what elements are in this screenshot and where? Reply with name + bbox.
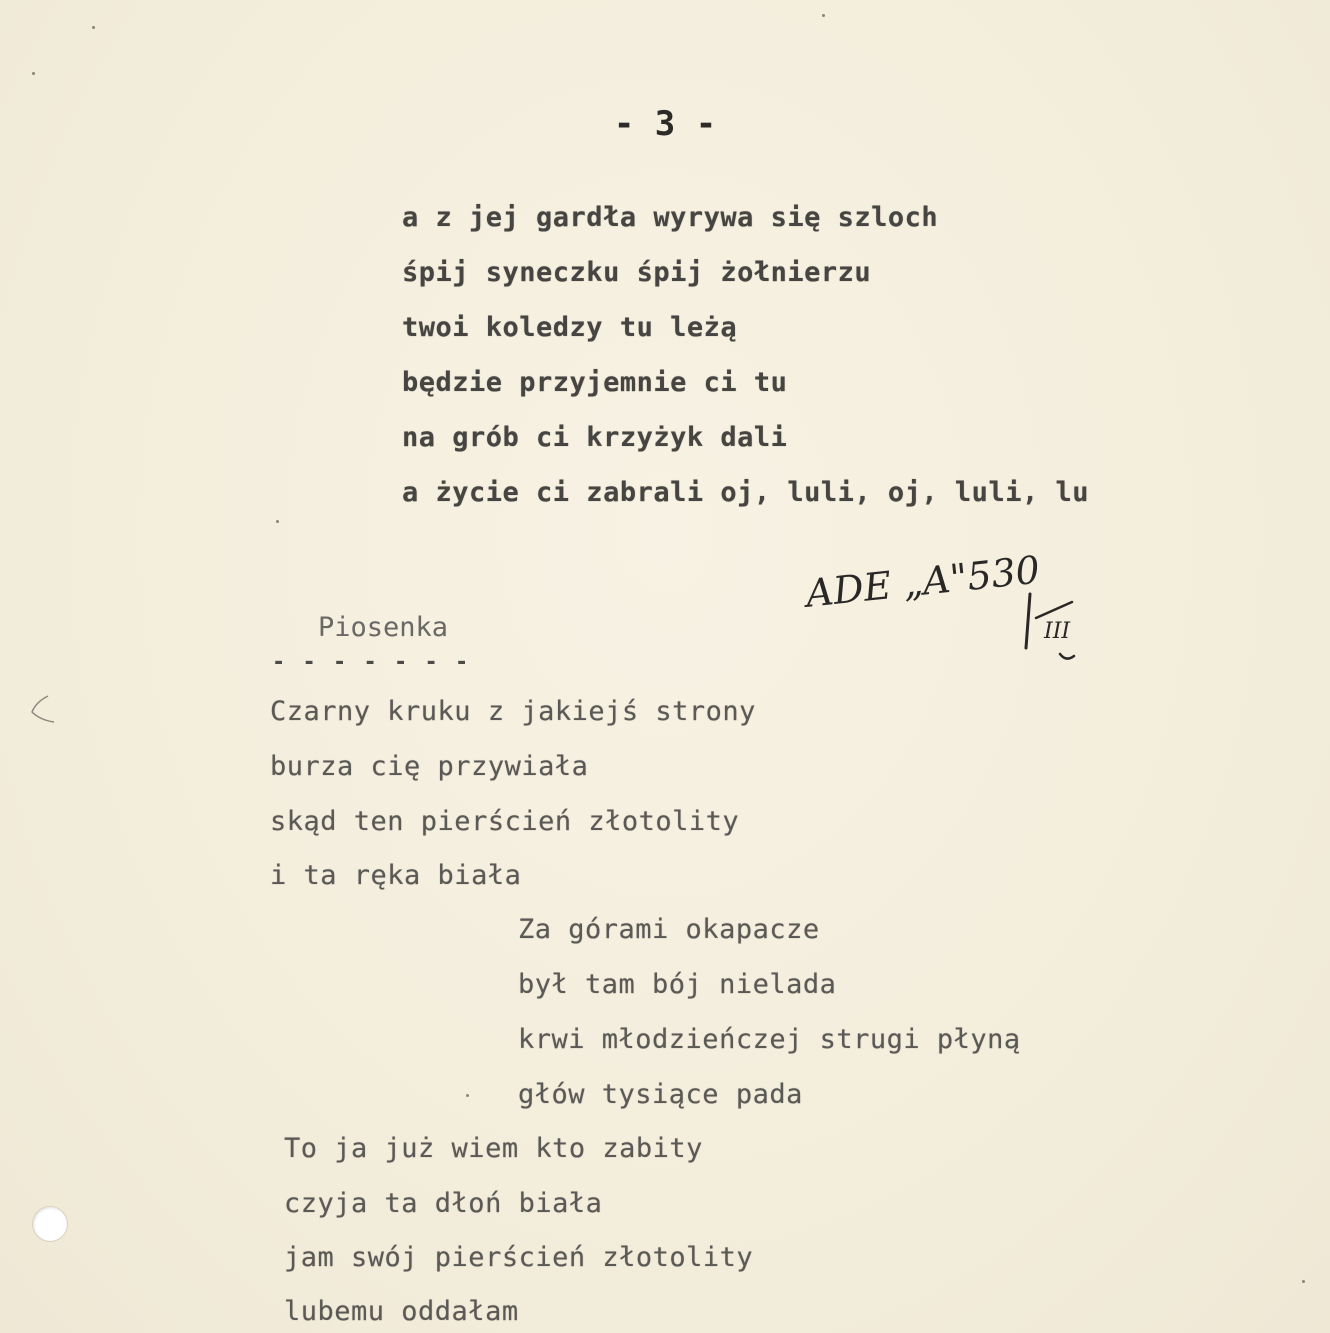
verse-line: krwi młodzieńczej strugi płyną: [518, 1024, 1021, 1055]
verse-line: śpij syneczku śpij żołnierzu: [402, 257, 872, 288]
margin-tick-icon: [18, 692, 58, 728]
verse-line: skąd ten pierścień złotolity: [270, 806, 740, 837]
verse-line: jam swój pierścień złotolity: [284, 1242, 754, 1273]
archive-mark-text: III: [1044, 619, 1071, 644]
verse-line: a życie ci zabrali oj, luli, oj, luli, lu: [402, 477, 1089, 508]
verse-line: burza cię przywiała: [270, 751, 589, 782]
verse-line: Czarny kruku z jakiejś strony: [270, 696, 756, 727]
paper-speck: [822, 14, 825, 17]
verse-line: czyja ta dłoń biała: [284, 1188, 603, 1219]
verse-line: lubemu oddałam: [284, 1296, 519, 1327]
verse-line: był tam bój nielada: [518, 969, 837, 1000]
paper-speck: [466, 1094, 469, 1097]
page-number: - 3 -: [613, 104, 717, 144]
title-underline: - - - - - - -: [272, 650, 471, 675]
verse-line: a z jej gardła wyrywa się szloch: [402, 202, 939, 233]
paper-speck: [32, 72, 35, 75]
verse-line: twoi koledzy tu leżą: [402, 312, 738, 343]
verse-line: Za górami okapacze: [518, 914, 820, 945]
song-title: Piosenka: [318, 612, 449, 643]
paper-speck: [92, 26, 95, 29]
verse-line: głów tysiące pada: [518, 1079, 803, 1110]
paper-speck: [276, 520, 279, 523]
punch-hole: [32, 1206, 68, 1242]
archive-signature: ADE „A"530: [803, 547, 1042, 616]
verse-line: To ja już wiem kto zabity: [284, 1133, 703, 1164]
paper-speck: [1302, 1280, 1305, 1283]
archive-mark-icon: [1022, 590, 1082, 670]
verse-line: i ta ręka biała: [270, 860, 522, 891]
verse-line: będzie przyjemnie ci tu: [402, 367, 788, 398]
verse-line: na grób ci krzyżyk dali: [402, 422, 788, 453]
